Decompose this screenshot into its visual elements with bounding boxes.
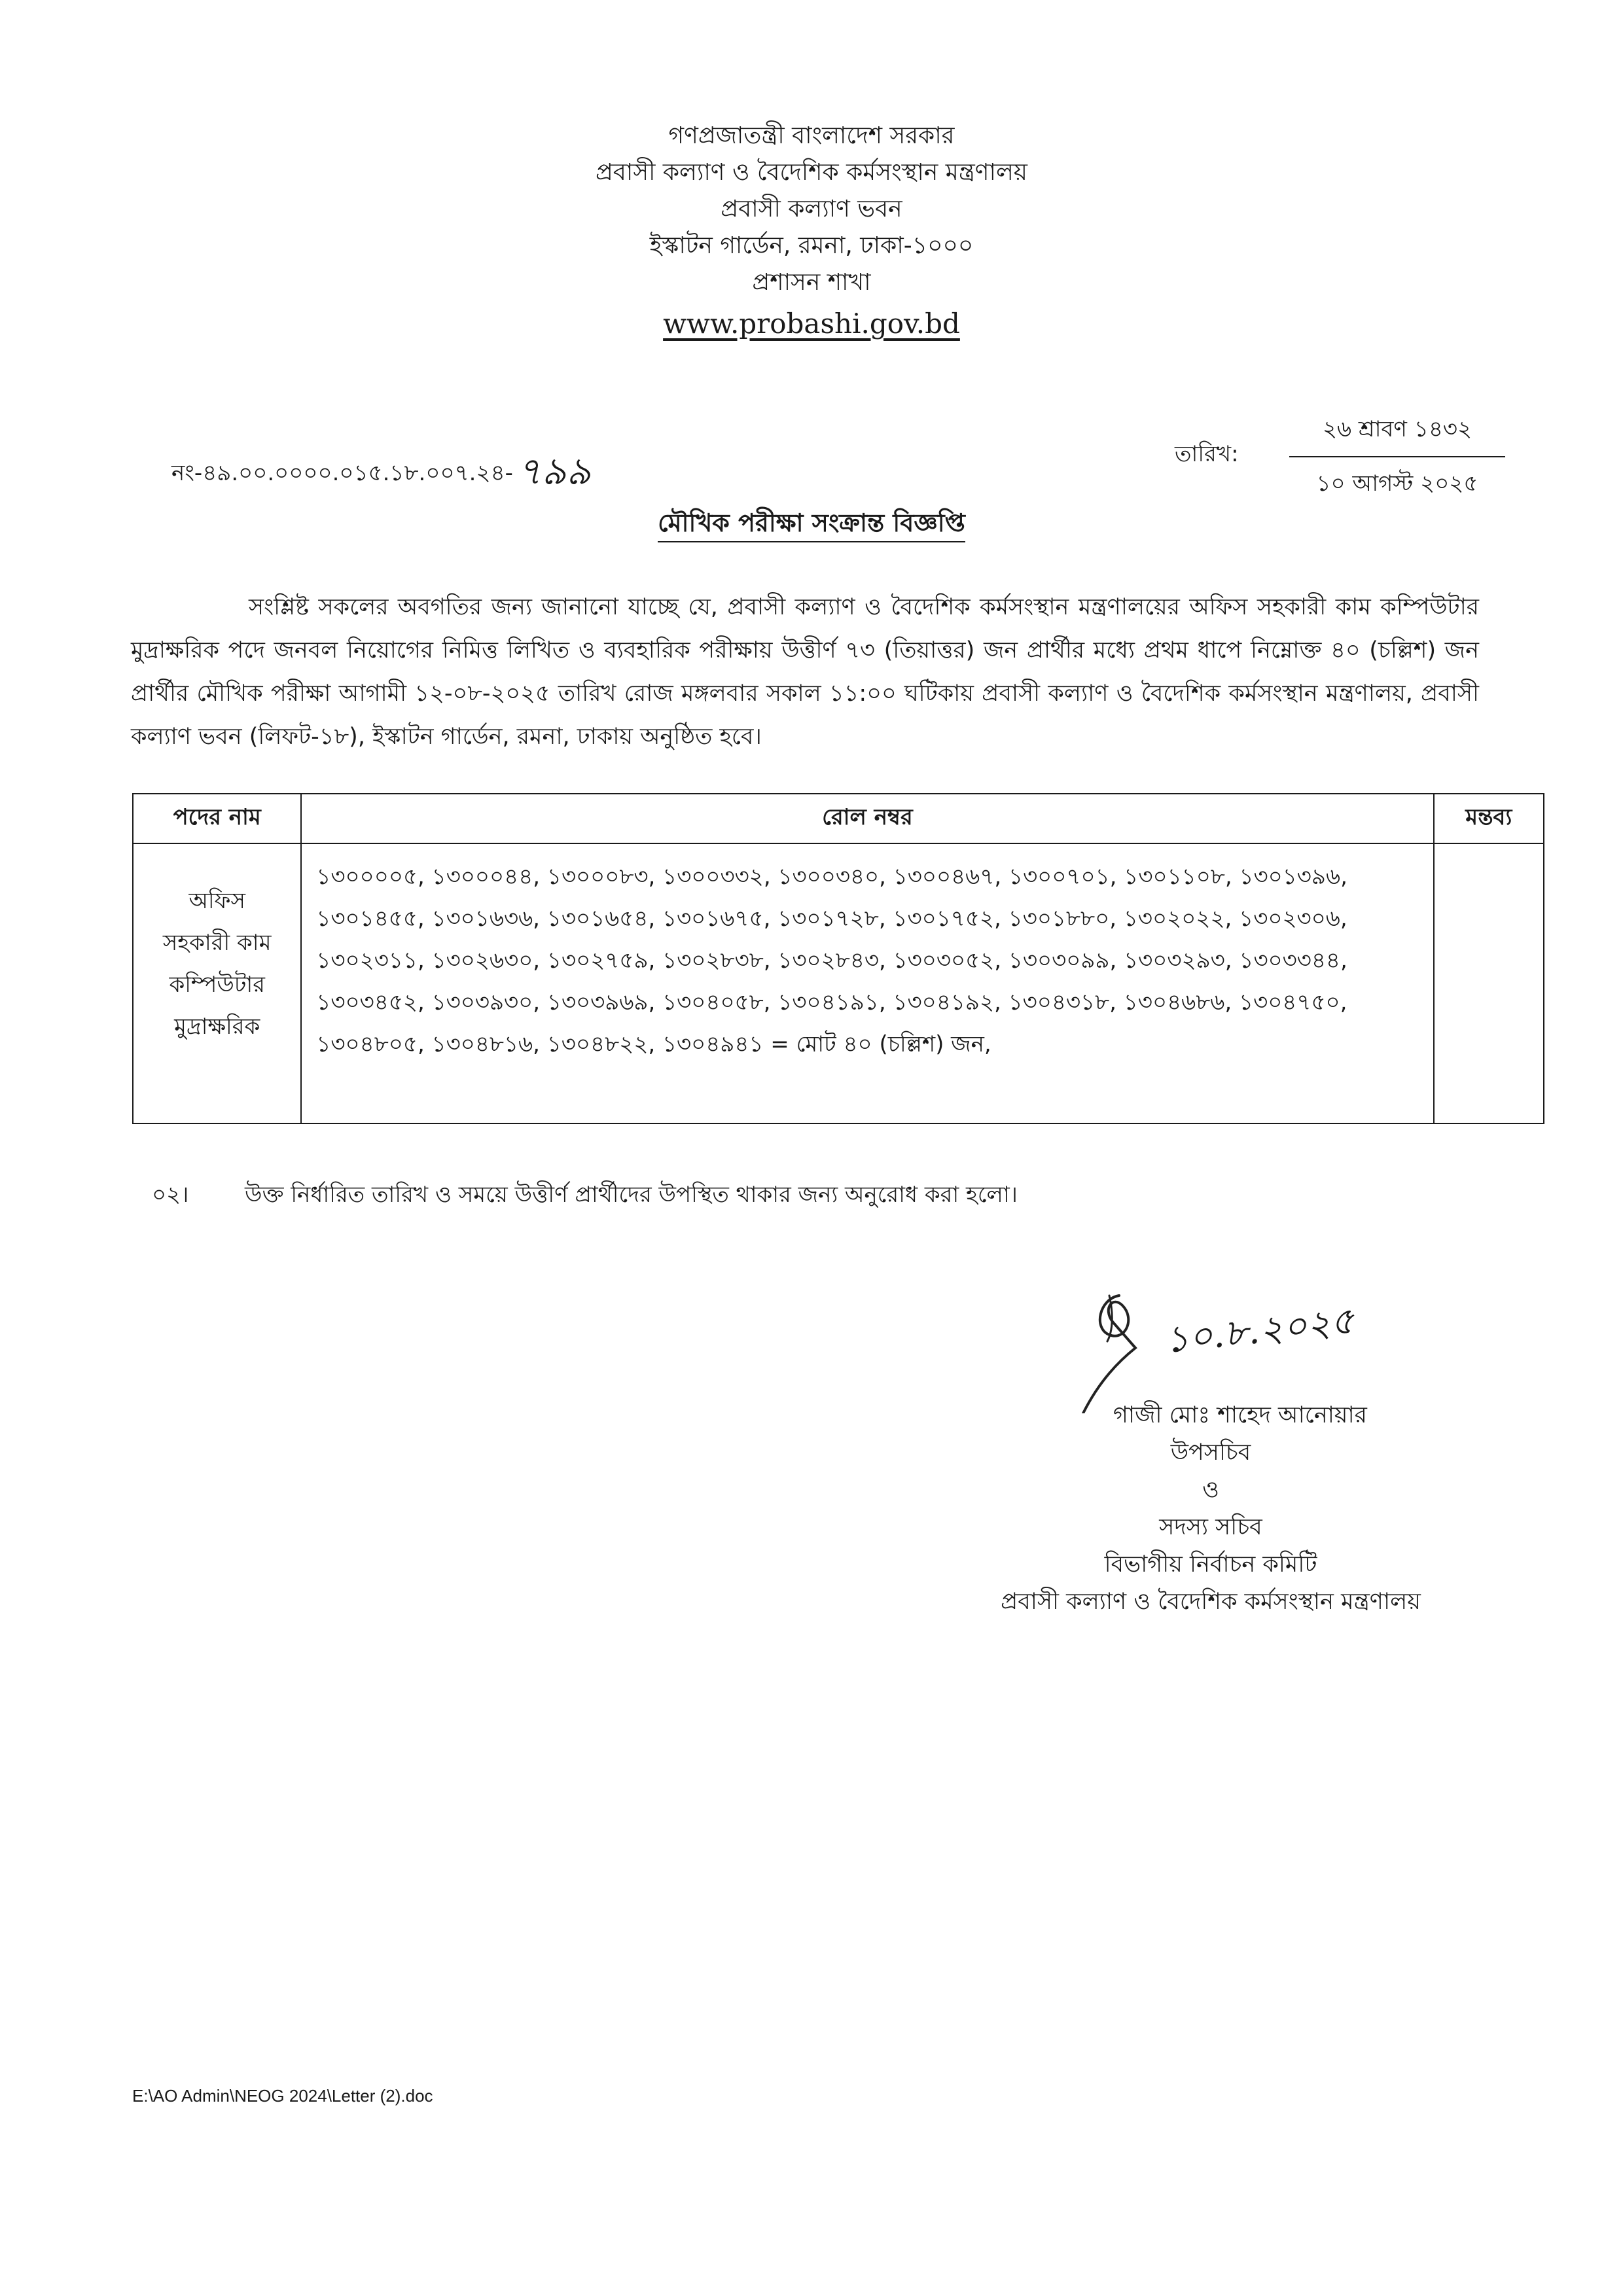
date-bangla: ২৬ শ্রাবণ ১৪৩২ <box>1289 412 1505 457</box>
post-name-cell <box>133 843 301 1123</box>
handwritten-memo-number: ৭৯৯ <box>516 449 591 493</box>
date-label: তারিখ: <box>1175 441 1239 467</box>
attendance-note <box>152 1178 1018 1215</box>
post-name-line: অফিস <box>188 888 245 914</box>
memo-number-text: নং-৪৯.০০.০০০০.০১৫.১৮.০০৭.২৪- <box>171 460 513 486</box>
signer-details <box>916 1397 1505 1621</box>
header-roll-number: রোল নম্বর <box>301 794 1433 843</box>
signer-ministry: প্রবাসী কল্যাণ ও বৈদেশিক কর্মসংস্থান মন্ত্রণালয় <box>1001 1589 1421 1615</box>
note-number: ০২। <box>152 1182 189 1208</box>
signer-committee: বিভাগীয় নির্বাচন কমিটি <box>1104 1551 1317 1578</box>
memo-number <box>171 438 591 502</box>
date-english: ১০ আগস্ট ২০২৫ <box>1316 470 1478 497</box>
notice-body: সংশ্লিষ্ট সকলের অবগতির জন্য জানানো যাচ্ছে যে, প্রবাসী কল্যাণ ও বৈদেশিক কর্মসংস্থান মন্ত্রণালয়ের অফিস সহকারী কাম কম্পিউটার মুদ্রাক্ষরিক পদে জনবল নিয়োগের নিমিত্ত লিখিত ও ব্যবহারিক পরীক্ষায় উত্তীর্ণ ৭৩ (তিয়াত্তর) জন প্রার্থীর মধ্যে প্রথম ধাপে নিম্নোক্ত ৪০ (চল্লিশ) জন প্রার্থীর মৌখিক পরীক্ষা আগামী ১২-০৮-২০২৫ তারিখ রোজ মঙ্গলবার সকাল ১১:০০ ঘটিকায় প্রবাসী কল্যাণ ও বৈদেশিক কর্মসংস্থান মন্ত্রণালয়, প্রবাসী কল্যাণ ভবন (লিফট-১৮), ইস্কাটন গার্ডেন, রমনা, ঢাকায় অনুষ্ঠিত হবে। <box>131 594 1479 750</box>
post-name-line: সহকারী কাম <box>162 930 272 956</box>
branch-name: প্রশাসন শাখা <box>752 269 871 296</box>
notice-subject <box>0 504 1623 546</box>
letterhead <box>0 118 1623 347</box>
roll-numbers-cell: ১৩০০০০৫, ১৩০০০৪৪, ১৩০০০৮৩, ১৩০০৩৩২, ১৩০০৩৪০, ১৩০০৪৬৭, ১৩০০৭০১, ১৩০১১০৮, ১৩০১৩৯৬, ১৩০১৪৫৫, ১৩০১৬৩৬, ১৩০১৬৫৪, ১৩০১৬৭৫, ১৩০১৭২৮, ১৩০১৭৫২, ১৩০১৮৮০, ১৩০২০২২, ১৩০২৩০৬, ১৩০২৩১১, ১৩০২৬৩০, ১৩০২৭৫৯, ১৩০২৮৩৮, ১৩০২৮৪৩, ১৩০৩০৫২, ১৩০৩০৯৯, ১৩০৩২৯৩, ১৩০৩৩৪৪, ১৩০৩৪৫২, ১৩০৩৯৩০, ১৩০৩৯৬৯, ১৩০৪০৫৮, ১৩০৪১৯১, ১৩০৪১৯২, ১৩০৪৩১৮, ১৩০৪৬৮৬, ১৩০৪৭৫০, ১৩০৪৮০৫, ১৩০৪৮১৬, ১৩০৪৮২২, ১৩০৪৯৪১ = মোট ৪০ (চল্লিশ) জন, <box>301 843 1433 1123</box>
handwritten-signature <box>1073 1282 1178 1413</box>
post-name-line: কম্পিউটার <box>169 972 265 998</box>
signature-block <box>916 1282 1505 1701</box>
building-name: প্রবাসী কল্যাণ ভবন <box>721 196 902 222</box>
date-block <box>1289 412 1505 504</box>
header-remarks: মন্তব্য <box>1434 794 1544 843</box>
table-header-row <box>133 794 1544 843</box>
ministry-name: প্রবাসী কল্যাণ ও বৈদেশিক কর্মসংস্থান মন্ত্রণালয় <box>596 159 1027 186</box>
signer-conjunction: ও <box>1202 1477 1219 1503</box>
signer-name: গাজী মোঃ শাহেদ আনোয়ার <box>1113 1402 1367 1428</box>
signer-role: সদস্য সচিব <box>1159 1514 1262 1540</box>
office-address: ইস্কাটন গার্ডেন, রমনা, ঢাকা-১০০০ <box>649 232 974 259</box>
post-name-line: মুদ্রাক্ষরিক <box>174 1014 260 1040</box>
note-text: উক্ত নির্ধারিত তারিখ ও সময়ে উত্তীর্ণ প্রার্থীদের উপস্থিত থাকার জন্য অনুরোধ করা হলো। <box>245 1182 1018 1208</box>
handwritten-sign-date: ১০.৮.২০২৫ <box>1163 1299 1357 1362</box>
header-post-name: পদের নাম <box>133 794 301 843</box>
file-path: E:\AO Admin\NEOG 2024\Letter (2).doc <box>132 2086 433 2106</box>
subject-text: মৌখিক পরীক্ষা সংক্রান্ত বিজ্ঞপ্তি <box>658 508 965 542</box>
roll-number-table <box>132 793 1544 1124</box>
government-name: গণপ্রজাতন্ত্রী বাংলাদেশ সরকার <box>668 122 955 149</box>
table-row <box>133 843 1544 1123</box>
signer-designation: উপসচিব <box>1170 1439 1251 1466</box>
website-link[interactable]: www.probashi.gov.bd <box>663 308 960 340</box>
remarks-cell <box>1434 843 1544 1123</box>
